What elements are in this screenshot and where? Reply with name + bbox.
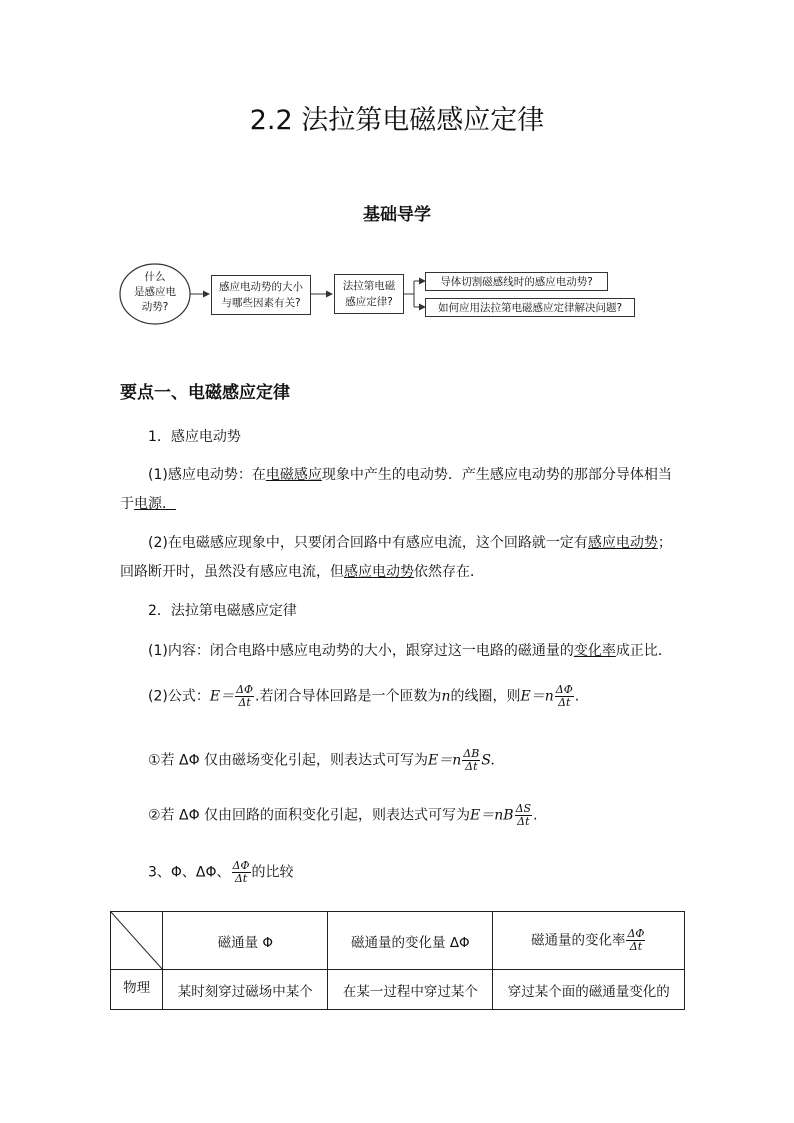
text: 磁通量的变化率 xyxy=(530,932,626,949)
underlined-term: 感应电动势 xyxy=(344,564,414,580)
text: (2)在电磁感应现象中，只要闭合回路中有感应电流，这个回路就一定有 xyxy=(148,535,588,551)
text: 成正比． xyxy=(615,643,672,659)
text: (2)公式： xyxy=(148,688,210,705)
numerator: ΔΦ xyxy=(627,927,645,940)
denominator: Δt xyxy=(558,696,571,709)
denominator: Δt xyxy=(238,696,251,709)
paragraph-emf-definition-cont xyxy=(120,493,176,515)
underlined-term: 变化率 xyxy=(573,643,616,659)
text: (1)内容：闭合电路中感应电动势的大小，跟穿过这一电路的磁通量的 xyxy=(148,643,574,659)
numerator: ΔΦ xyxy=(236,683,254,696)
item-title-emf: 1．感应电动势 xyxy=(148,429,241,445)
flow-start-line: 是感应电 xyxy=(134,286,176,298)
text: ①若 ΔΦ 仅由磁场变化引起，则表达式可写为 xyxy=(148,752,429,769)
flow-box-line: 与哪些因素有关? xyxy=(221,297,301,309)
underlined-term: 电磁感应 xyxy=(265,467,322,483)
section-subtitle: 基础导学 xyxy=(363,205,431,225)
item-title-comparison xyxy=(148,860,294,885)
table-cell: 在某一过程中穿过某个 xyxy=(328,970,493,1010)
text: ②若 ΔΦ 仅由回路的面积变化引起，则表达式可写为 xyxy=(148,807,471,824)
denominator: Δt xyxy=(234,872,248,885)
flow-box-size-factors xyxy=(211,275,311,315)
paragraph-area-change xyxy=(148,803,538,828)
numerator: ΔB xyxy=(463,747,480,760)
paragraph-magnetic-change xyxy=(148,748,495,773)
text: 3、Φ、ΔΦ、 xyxy=(148,864,231,881)
paragraph-content xyxy=(148,640,672,662)
flow-branch-apply: 如何应用法拉第电磁感应定律解决问题? xyxy=(425,298,635,317)
text: 现象中产生的电动势．产生感应电动势的那部分导体相当 xyxy=(321,467,672,483)
underlined-term: 感应电动势 xyxy=(587,535,658,551)
paragraph-emf-definition xyxy=(120,464,680,486)
table-cell: 穿过某个面的磁通量变化的 xyxy=(493,970,685,1010)
fraction xyxy=(232,860,251,885)
paragraph-closed-loop xyxy=(120,532,690,554)
flow-box-faraday-law xyxy=(334,274,404,314)
numerator: ΔΦ xyxy=(232,859,250,872)
formula-lhs: E＝nB xyxy=(470,807,514,824)
flow-start-line: 动势? xyxy=(141,301,169,313)
text: 的线圈，则 xyxy=(450,688,521,705)
denominator: Δt xyxy=(517,815,530,828)
table-header-cell: 磁通量 Φ xyxy=(163,912,328,970)
table-header-cell xyxy=(493,912,685,970)
formula-lhs: E＝ xyxy=(209,688,235,705)
text: . xyxy=(533,807,538,824)
text: 回路断开时，虽然没有感应电流，但 xyxy=(120,564,344,580)
flow-box-line: 法拉第电磁 xyxy=(342,280,396,292)
item-title-faraday: 2．法拉第电磁感应定律 xyxy=(148,603,297,619)
text: 于 xyxy=(120,496,134,512)
table-corner-cell xyxy=(111,912,163,970)
variable: n xyxy=(441,688,451,705)
fraction xyxy=(235,684,254,709)
underlined-term: 电源． xyxy=(134,496,176,512)
table-row-label: 物理 xyxy=(111,970,163,1010)
comparison-table xyxy=(110,911,685,1010)
text: . xyxy=(255,688,260,705)
flow-start-line: 什么 xyxy=(144,271,166,283)
table-header-row xyxy=(111,912,685,970)
flow-box-line: 感应电动势的大小 xyxy=(219,281,303,293)
text: (1)感应电动势：在 xyxy=(148,467,266,483)
numerator: ΔS xyxy=(515,802,532,815)
table-row xyxy=(111,970,685,1010)
numerator: ΔΦ xyxy=(555,683,573,696)
section-heading: 要点一、电磁感应定律 xyxy=(120,383,290,403)
fraction xyxy=(626,928,645,953)
table-cell: 某时刻穿过磁场中某个 xyxy=(163,970,328,1010)
fraction xyxy=(515,803,532,828)
formula-lhs: E＝n xyxy=(520,688,554,705)
text: 若闭合导体回路是一个匝数为 xyxy=(259,688,442,705)
text: 的比较 xyxy=(251,864,294,881)
text: ； xyxy=(657,535,672,551)
fraction xyxy=(555,684,574,709)
text: 依然存在． xyxy=(414,564,484,580)
text: . xyxy=(574,688,580,705)
page-title: 2.2 法拉第电磁感应定律 xyxy=(249,105,545,136)
flow-box-line: 感应定律? xyxy=(345,296,393,308)
flow-branch-cutting: 导体切割磁感线时的感应电动势? xyxy=(425,272,608,291)
paragraph-closed-loop-cont xyxy=(120,561,484,583)
flow-start xyxy=(125,270,185,315)
denominator: Δt xyxy=(629,940,643,953)
fraction xyxy=(462,748,480,773)
denominator: Δt xyxy=(465,760,478,773)
diagonal-line xyxy=(111,912,163,970)
paragraph-formula xyxy=(148,684,579,709)
formula-lhs: E＝n xyxy=(428,752,462,769)
variable: S. xyxy=(481,752,495,769)
table-header-cell: 磁通量的变化量 ΔΦ xyxy=(328,912,493,970)
